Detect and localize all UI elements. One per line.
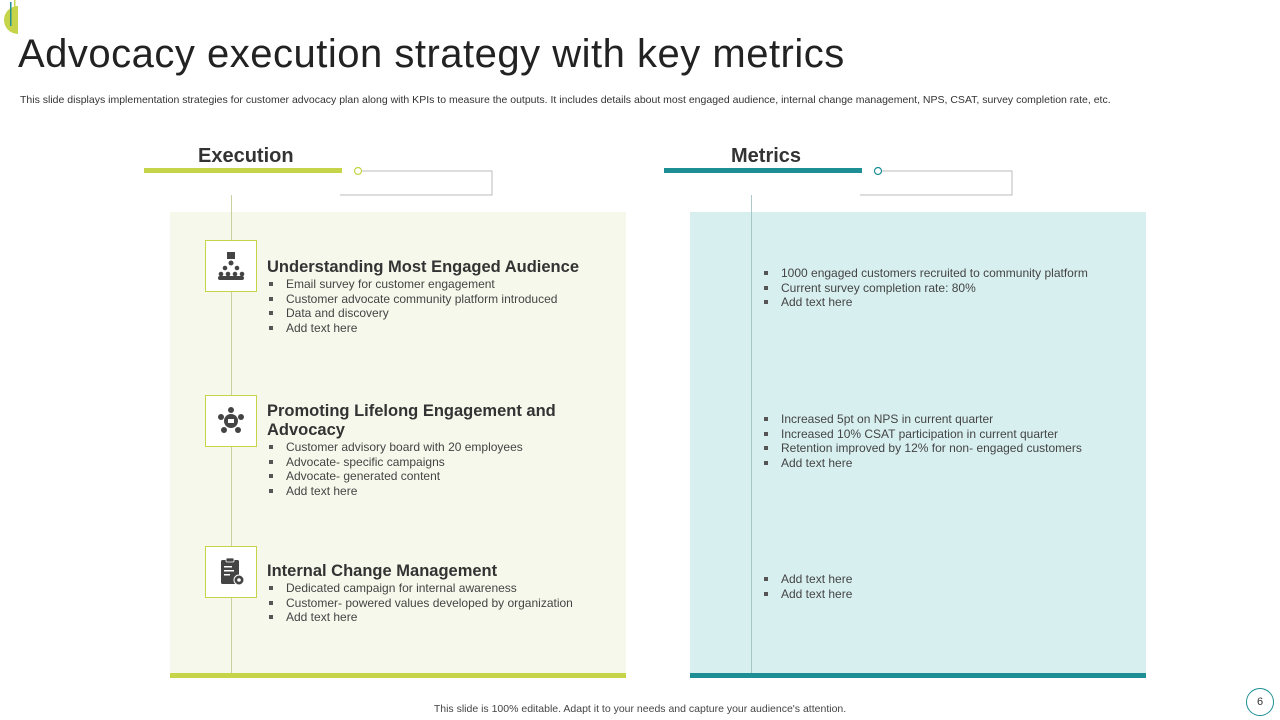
- list-item: Customer- powered values developed by organization: [267, 596, 573, 611]
- metrics-connector: [860, 160, 1030, 220]
- list-item: Customer advocate community platform introduced: [267, 292, 557, 307]
- list-item: Advocate- specific campaigns: [267, 455, 523, 470]
- list-item: Data and discovery: [267, 306, 557, 321]
- list-item: Retention improved by 12% for non- engaged customers: [762, 441, 1082, 456]
- execution-item-3-title: Internal Change Management: [267, 562, 498, 580]
- list-item: Advocate- generated content: [267, 469, 523, 484]
- list-item: Customer advisory board with 20 employees: [267, 440, 523, 455]
- metrics-group-2-list: [762, 412, 1082, 470]
- page-subtitle: This slide displays implementation strategies for customer advocacy plan along with KPIs to measure the outputs. It includes details about most engaged audience, internal change management, NPS, CSAT, survey completion rate, etc.: [20, 94, 1111, 106]
- metrics-group-1-list: [762, 266, 1088, 310]
- clipboard-gear-icon: [205, 546, 257, 598]
- metrics-heading: Metrics: [731, 145, 802, 167]
- execution-item-1-title: Understanding Most Engaged Audience: [267, 258, 579, 276]
- execution-connector: [340, 160, 510, 220]
- list-item: 1000 engaged customers recruited to community platform: [762, 266, 1088, 281]
- list-item: Add text here: [267, 321, 557, 336]
- execution-heading: Execution: [198, 145, 294, 167]
- metrics-group-3-list: [762, 572, 852, 601]
- list-item: Dedicated campaign for internal awareness: [267, 581, 573, 596]
- execution-item-2-title: Promoting Lifelong Engagement and Advocacy: [267, 402, 556, 439]
- list-item: Add text here: [762, 295, 1088, 310]
- org-hierarchy-icon: [205, 240, 257, 292]
- list-item: Add text here: [762, 456, 1082, 471]
- page-number: 6: [1246, 688, 1274, 716]
- execution-item-2-list: [267, 440, 523, 498]
- metrics-vertical-line: [751, 195, 752, 673]
- execution-item-1-list: [267, 277, 557, 335]
- footer-note: This slide is 100% editable. Adapt it to your needs and capture your audience's attention.: [433, 703, 847, 715]
- list-item: Current survey completion rate: 80%: [762, 281, 1088, 296]
- page-title: Advocacy execution strategy with key metrics: [18, 32, 845, 76]
- list-item: Increased 5pt on NPS in current quarter: [762, 412, 1082, 427]
- list-item: Increased 10% CSAT participation in current quarter: [762, 427, 1082, 442]
- team-circle-icon: [205, 395, 257, 447]
- execution-item-3-list: [267, 581, 573, 625]
- metrics-heading-bar: [664, 168, 862, 173]
- list-item: Email survey for customer engagement: [267, 277, 557, 292]
- list-item: Add text here: [267, 610, 573, 625]
- list-item: Add text here: [762, 572, 852, 587]
- list-item: Add text here: [762, 587, 852, 602]
- list-item: Add text here: [267, 484, 523, 499]
- execution-heading-bar: [144, 168, 342, 173]
